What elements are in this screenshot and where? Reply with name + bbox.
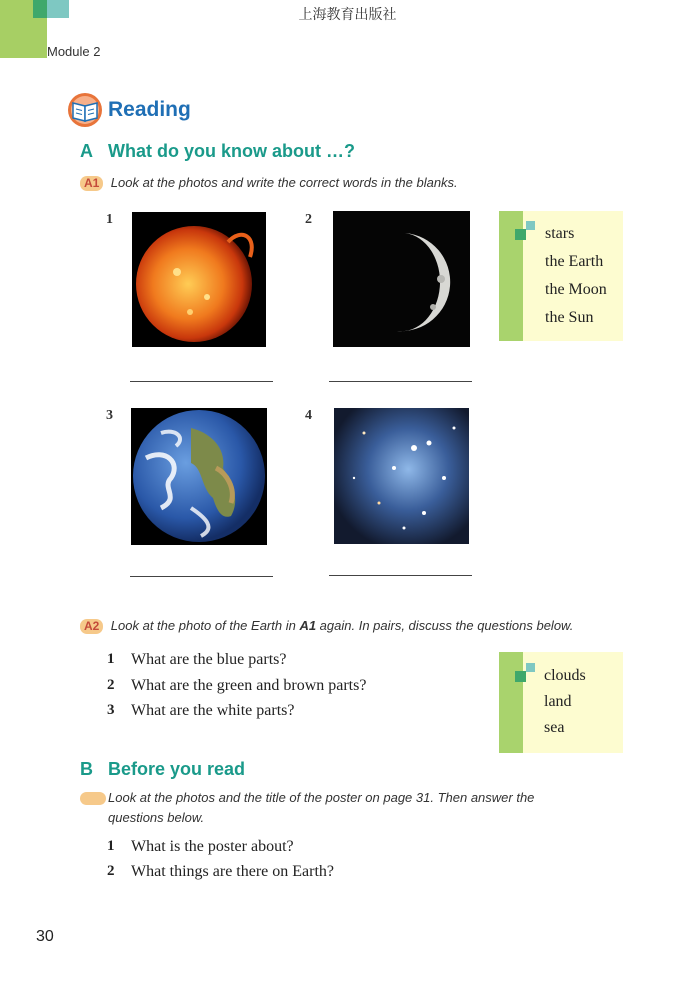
answer-blank-4[interactable] <box>329 575 472 576</box>
a2-tag: A2 <box>80 619 103 634</box>
section-b-title <box>80 759 245 780</box>
word-box-item: the Sun <box>545 309 594 326</box>
earth-photo <box>131 408 267 545</box>
a2-question-text: What are the white parts? <box>131 702 295 719</box>
a1-instruction-row <box>80 174 458 192</box>
answer-blank-3[interactable] <box>130 576 273 577</box>
a1-instruction: Look at the photos and write the correct words in the blanks. <box>110 175 458 190</box>
b-question-text: What is the poster about? <box>131 838 294 855</box>
b-tag <box>80 792 106 805</box>
photo-number-2: 2 <box>305 212 312 227</box>
sun-photo <box>132 212 266 347</box>
answer-blank-1[interactable] <box>130 381 273 382</box>
a2-instruction: Look at the photo of the Earth in A1 again. In pairs, discuss the questions below. <box>110 618 574 633</box>
answer-blank-2[interactable] <box>329 381 472 382</box>
b-instruction-line2: questions below. <box>108 810 205 825</box>
section-b-letter: B <box>80 759 93 779</box>
word-box-item: the Earth <box>545 253 604 270</box>
section-a-title <box>80 141 355 162</box>
word-box-square <box>526 221 535 230</box>
section-a-title-text: What do you know about …? <box>108 141 355 161</box>
a2-question-number: 1 <box>107 651 115 667</box>
b-question-number: 1 <box>107 838 115 854</box>
page-number: 30 <box>36 928 54 945</box>
a2-instruction-row <box>80 617 573 635</box>
b-question-text: What things are there on Earth? <box>131 863 335 880</box>
reading-heading: Reading <box>108 98 191 121</box>
word-box-item: clouds <box>544 667 586 684</box>
section-a-letter: A <box>80 141 93 161</box>
a1-tag: A1 <box>80 176 103 191</box>
stars-photo <box>334 408 469 544</box>
photo-number-4: 4 <box>305 408 312 423</box>
photo-number-3: 3 <box>106 408 113 423</box>
word-box-a1 <box>499 211 623 341</box>
word-box-item: the Moon <box>545 281 607 298</box>
word-box-square <box>515 229 526 240</box>
word-box-bar <box>499 652 523 753</box>
reading-book-icon <box>67 92 105 128</box>
a2-question-number: 2 <box>107 677 115 693</box>
a2-question-text: What are the blue parts? <box>131 651 287 668</box>
word-box-square <box>515 671 526 682</box>
moon-photo <box>333 211 470 347</box>
module-label: Module 2 <box>47 44 101 59</box>
b-question-number: 2 <box>107 863 115 879</box>
publisher-name: 上海教育出版社 <box>298 7 397 23</box>
section-b-title-text: Before you read <box>108 759 246 779</box>
word-box-item: stars <box>545 225 575 242</box>
photo-number-1: 1 <box>106 212 113 227</box>
a2-question-text: What are the green and brown parts? <box>131 677 367 694</box>
b-instruction-line1: Look at the photos and the title of the poster on page 31. Then answer the <box>108 790 535 805</box>
word-box-item: land <box>544 693 572 710</box>
word-box-square <box>526 663 535 672</box>
word-box-item: sea <box>544 719 565 736</box>
word-box-a2 <box>499 652 623 753</box>
a2-question-number: 3 <box>107 702 115 718</box>
